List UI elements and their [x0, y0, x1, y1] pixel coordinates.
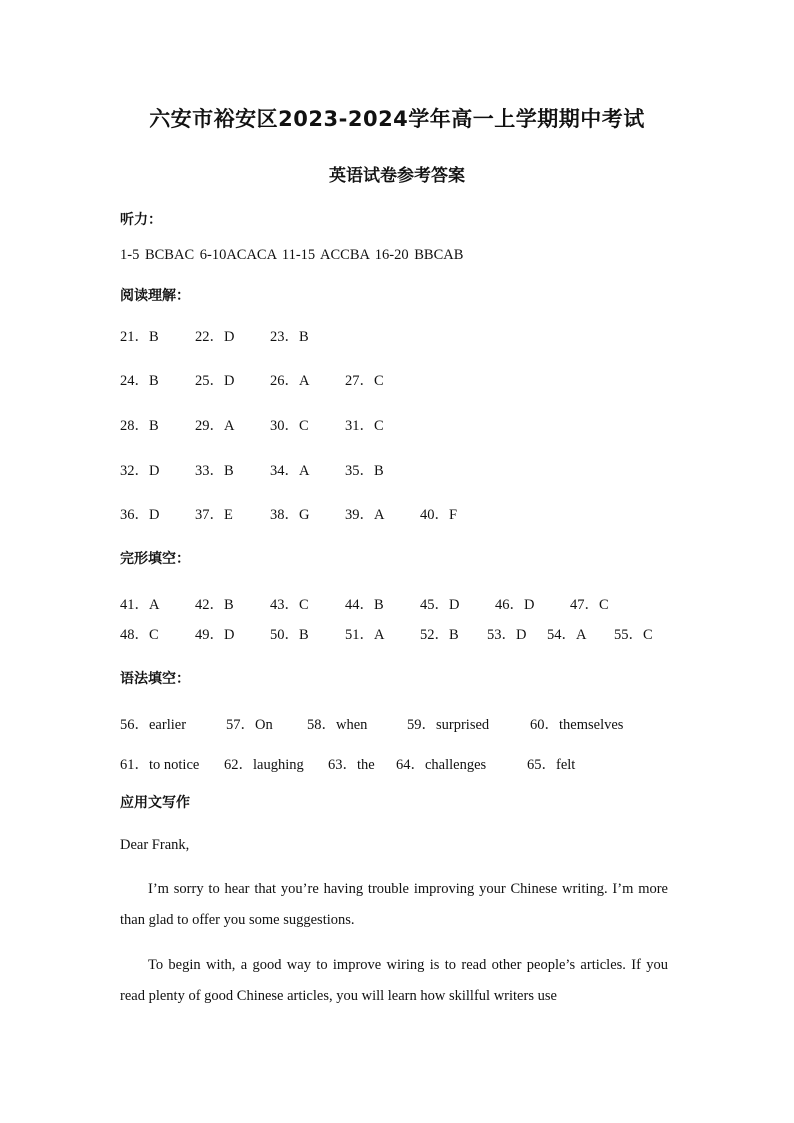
- answer-item: 56．earlier: [120, 717, 187, 733]
- answer-item: 39．A: [345, 507, 385, 523]
- answer-item: 61．to notice: [120, 757, 200, 773]
- letter-greeting: Dear Frank,: [120, 837, 190, 853]
- answer-item: 33．B: [195, 463, 234, 479]
- answer-item: 26．A: [270, 373, 310, 389]
- answer-item: 32．D: [120, 463, 160, 479]
- answer-item: 59．surprised: [407, 717, 490, 733]
- answer-item: 58．when: [307, 717, 368, 733]
- answer-item: 41．A: [120, 597, 160, 613]
- paragraph-text: To begin with, a good way to improve wiring is to read other people’s articles. If you read plenty of good Chinese articles, you will learn how skillful writers use: [120, 957, 668, 1004]
- answer-item: 55．C: [614, 627, 653, 643]
- answer-item: 65．felt: [527, 757, 576, 773]
- answer-item: 37．E: [195, 507, 233, 523]
- answer-item: 53．D: [487, 627, 527, 643]
- answer-item: 23．B: [270, 329, 309, 345]
- answer-item: 44．B: [345, 597, 384, 613]
- answer-item: 40．F: [420, 507, 458, 523]
- answer-item: 25．D: [195, 373, 235, 389]
- answer-item: 57．On: [226, 717, 273, 733]
- answer-item: 22．D: [195, 329, 235, 345]
- answer-item: 49．D: [195, 627, 235, 643]
- answer-item: 63．the: [328, 757, 375, 773]
- answer-item: 54．A: [547, 627, 587, 643]
- listening-heading: 听力：: [120, 212, 162, 228]
- answer-item: 34．A: [270, 463, 310, 479]
- answer-item: 48．C: [120, 627, 159, 643]
- letter-paragraph-2: [120, 950, 668, 1012]
- letter-paragraph-1: [120, 874, 668, 936]
- paragraph-text: I’m sorry to hear that you’re having trouble improving your Chinese writing. I’m more than glad to offer you some suggestions.: [120, 881, 668, 928]
- cloze-heading: 完形填空：: [120, 551, 190, 567]
- reading-heading: 阅读理解：: [120, 288, 190, 304]
- answer-item: 35．B: [345, 463, 384, 479]
- answer-item: 43．C: [270, 597, 309, 613]
- answer-item: 45．D: [420, 597, 460, 613]
- answer-item: 28．B: [120, 418, 159, 434]
- answer-item: 21．B: [120, 329, 159, 345]
- answer-item: 36．D: [120, 507, 160, 523]
- answer-item: 24．B: [120, 373, 159, 389]
- answer-item: 42．B: [195, 597, 234, 613]
- document-subtitle: 英语试卷参考答案: [329, 166, 465, 186]
- answer-item: 62．laughing: [224, 757, 304, 773]
- grammar-heading: 语法填空：: [120, 671, 190, 687]
- listening-answers: 1-5 BCBAC 6-10ACACA 11-15 ACCBA 16-20 BBCAB: [120, 247, 464, 263]
- answer-item: 30．C: [270, 418, 309, 434]
- answer-item: 46．D: [495, 597, 535, 613]
- answer-item: 51．A: [345, 627, 385, 643]
- document-title: 六安市裕安区2023-2024学年高一上学期期中考试: [149, 107, 645, 131]
- answer-item: 27．C: [345, 373, 384, 389]
- answer-item: 50．B: [270, 627, 309, 643]
- answer-item: 60．themselves: [530, 717, 624, 733]
- answer-item: 47．C: [570, 597, 609, 613]
- answer-item: 52．B: [420, 627, 459, 643]
- writing-heading: 应用文写作: [120, 795, 190, 811]
- answer-item: 64．challenges: [396, 757, 487, 773]
- answer-item: 29．A: [195, 418, 235, 434]
- answer-item: 31．C: [345, 418, 384, 434]
- answer-item: 38．G: [270, 507, 310, 523]
